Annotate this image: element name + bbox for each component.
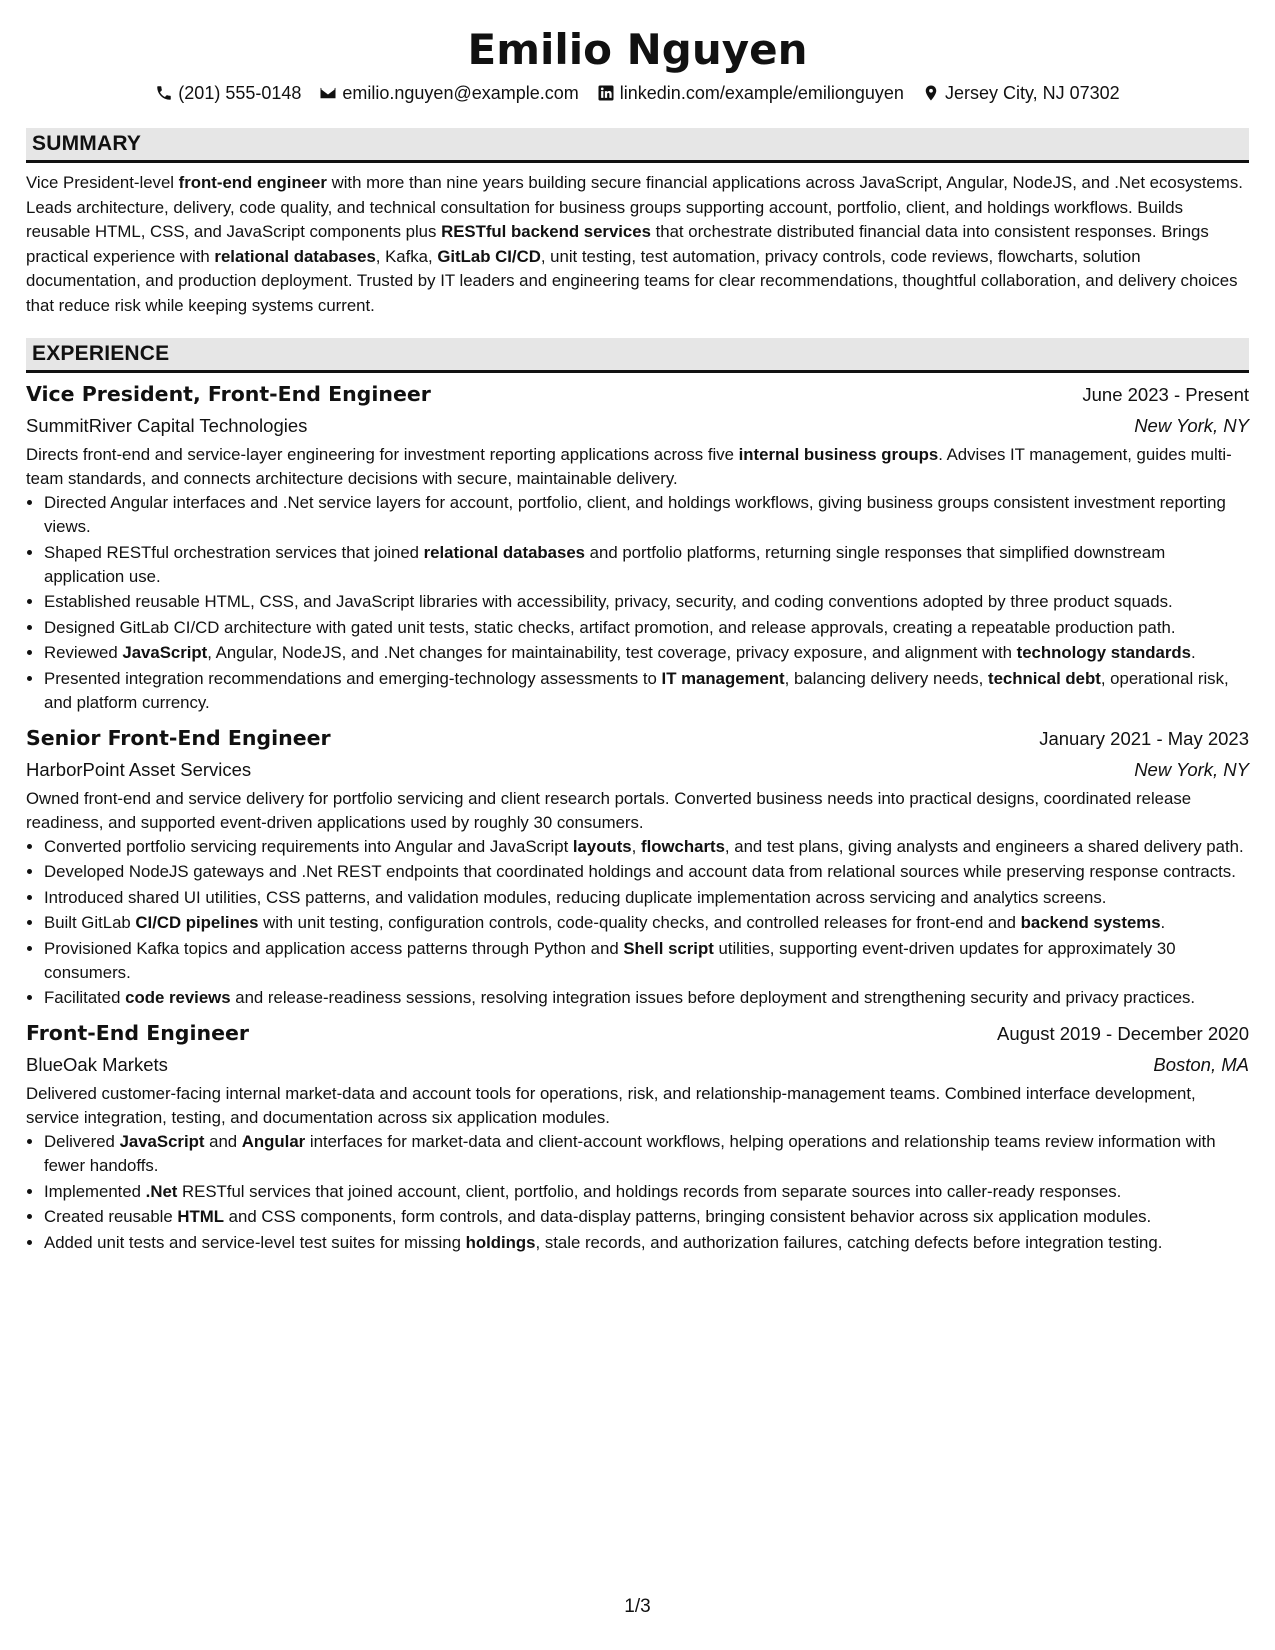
bold-keyword: technical debt	[988, 668, 1101, 688]
job-description: Directs front-end and service-layer engineering for investment reporting applications across five internal business groups. Advises IT management, guides multi-team standards, and connects architecture decisions with secure, maintainable delivery.	[26, 445, 1232, 488]
bold-keyword: .Net	[145, 1181, 178, 1201]
candidate-name: Emilio Nguyen	[467, 25, 808, 74]
bold-keyword: relational databases	[214, 246, 376, 266]
bold-keyword: RESTful backend services	[441, 222, 651, 241]
bullet-item: • Implemented .Net RESTful services that joined account, client, portfolio, and holdings records from separate sources into caller-ready responses.	[44, 1180, 1249, 1204]
envelope-icon	[319, 84, 337, 102]
experience-heading: EXPERIENCE	[26, 338, 1249, 373]
contact-phone	[155, 80, 301, 106]
bullet-item: • Created reusable HTML and CSS components, form controls, and data-display patterns, bringing consistent behavior across six application modules.	[44, 1205, 1249, 1229]
bold-keyword: relational databases	[423, 542, 586, 562]
job-title: Vice President, Front-End Engineer	[26, 382, 431, 406]
job-entry	[26, 379, 1249, 715]
bullet-item: • Provisioned Kafka topics and application access patterns through Python and Shell script utilities, supporting event-driven updates for approximately 30 consumers.	[44, 937, 1249, 985]
job-location: Boston, MA	[1153, 1054, 1249, 1075]
job-description: Delivered customer-facing internal market-data and account tools for operations, risk, and relationship-management teams. Combined interface development, service integration, testing, and documentation across six application modules.	[26, 1084, 1196, 1127]
job-location: New York, NY	[1134, 758, 1249, 780]
phone-icon	[155, 84, 173, 102]
company-name: SummitRiver Capital Technologies	[26, 415, 308, 436]
bold-keyword: backend systems	[1020, 913, 1161, 932]
bullet-item: • Reviewed JavaScript, Angular, NodeJS, and .Net changes for maintainability, test coverage, privacy exposure, and alignment with technology standards.	[44, 641, 1249, 665]
company-name: BlueOak Markets	[26, 1054, 168, 1075]
job-company-row	[26, 410, 1249, 441]
job-title: Front-End Engineer	[26, 1021, 250, 1045]
map-pin-icon	[922, 84, 940, 102]
bullet-item: • Delivered JavaScript and Angular interfaces for market-data and client-account workflows, helping operations and relationship teams review information with fewer handoffs.	[44, 1130, 1249, 1178]
contact-email[interactable]	[319, 80, 578, 106]
bullet-item: • Developed NodeJS gateways and .Net REST endpoints that coordinated holdings and account data from relational sources while preserving response contracts.	[44, 860, 1249, 884]
bold-keyword: flowcharts	[640, 836, 725, 856]
job-bullets	[26, 835, 1249, 1011]
bullet-item: • Established reusable HTML, CSS, and JavaScript libraries with accessibility, privacy, security, and coding conventions adopted by three product squads.	[44, 590, 1249, 614]
job-bullets	[26, 1130, 1249, 1255]
job-dates: August 2019 - December 2020	[997, 1023, 1249, 1044]
bullet-item: • Designed GitLab CI/CD architecture with gated unit tests, static checks, artifact promotion, and release approvals, creating a repeatable production path.	[44, 616, 1249, 640]
job-entry	[26, 723, 1249, 1011]
linkedin-icon	[597, 84, 615, 102]
bold-keyword: GitLab CI/CD	[437, 246, 541, 266]
summary-heading: SUMMARY	[26, 128, 1249, 163]
bold-keyword: layouts	[572, 836, 632, 856]
job-title-row	[26, 723, 1249, 754]
bold-keyword: technology standards	[1016, 643, 1191, 662]
page-number: 1/3	[624, 1596, 651, 1617]
contact-phone-text: (201) 555-0148	[178, 83, 302, 103]
bullet-item: • Converted portfolio servicing requirements into Angular and JavaScript layouts, flowcharts, and test plans, giving analysts and engineers a shared delivery path.	[44, 835, 1249, 859]
bold-keyword: JavaScript	[119, 1132, 205, 1151]
job-dates: January 2021 - May 2023	[1039, 727, 1249, 749]
job-title: Senior Front-End Engineer	[26, 725, 331, 750]
bold-keyword: HTML	[177, 1207, 225, 1226]
summary-text: Vice President-level front-end engineer with more than nine years building secure financial applications across JavaScript, Angular, NodeJS, and .Net ecosystems. Leads architecture, delivery, code quality, and technical consultation for business groups supporting account, portfolio, client, and holdings workflows. Builds reusable HTML, CSS, and JavaScript components plus RESTful backend services that orchestrate distributed financial data into consistent responses. Brings practical experience with relational databases, Kafka, GitLab CI/CD, unit testing, test automation, privacy controls, code reviews, flowcharts, solution documentation, and production deployment. Trusted by IT leaders and engineering teams for clear recommendations, thoughtful collaboration, and delivery choices that reduce risk while keeping systems current.	[26, 173, 1243, 315]
bold-keyword: code reviews	[125, 988, 231, 1007]
bold-keyword: CI/CD pipelines	[135, 913, 259, 932]
bold-keyword: IT management	[661, 668, 785, 688]
job-bullets	[26, 491, 1249, 715]
bold-keyword: JavaScript	[122, 643, 208, 662]
bold-keyword: holdings	[465, 1232, 536, 1252]
contact-bar	[26, 80, 1249, 106]
bullet-item: • Shaped RESTful orchestration services that joined relational databases and portfolio platforms, returning single responses that simplified downstream application use.	[44, 541, 1249, 589]
job-location: New York, NY	[1134, 415, 1249, 436]
contact-email-text[interactable]: emilio.nguyen@example.com	[342, 83, 579, 103]
job-description: Owned front-end and service delivery for portfolio servicing and client research portals. Converted business needs into practical designs, coordinated release readiness, and supported event-driven applications used by roughly 30 consumers.	[26, 788, 1192, 832]
job-dates: June 2023 - Present	[1082, 384, 1249, 405]
job-title-row	[26, 1018, 1249, 1049]
bold-keyword: Angular	[241, 1132, 306, 1151]
bullet-item: • Facilitated code reviews and release-readiness sessions, resolving integration issues before deployment and strengthening security and privacy practices.	[44, 986, 1249, 1010]
bullet-item: • Introduced shared UI utilities, CSS patterns, and validation modules, reducing duplicate implementation across servicing and analytics screens.	[44, 886, 1249, 910]
bullet-item: • Added unit tests and service-level test suites for missing holdings, stale records, and authorization failures, catching defects before integration testing.	[44, 1231, 1249, 1255]
job-company-row	[26, 1049, 1249, 1080]
contact-linkedin[interactable]	[597, 80, 904, 106]
company-name: HarborPoint Asset Services	[26, 758, 252, 780]
contact-location	[922, 80, 1120, 106]
bullet-item: • Directed Angular interfaces and .Net service layers for account, portfolio, client, and holdings workflows, giving business groups consistent investment reporting views.	[44, 491, 1249, 539]
contact-location-text: Jersey City, NJ 07302	[944, 83, 1120, 103]
job-title-row	[26, 379, 1249, 410]
contact-linkedin-text[interactable]: linkedin.com/example/emilionguyen	[619, 83, 904, 103]
job-entry	[26, 1018, 1249, 1255]
bold-keyword: front-end engineer	[178, 173, 327, 192]
bullet-item: • Presented integration recommendations and emerging-technology assessments to IT management, balancing delivery needs, technical debt, operational risk, and platform currency.	[44, 667, 1249, 715]
bold-keyword: Shell script	[623, 938, 714, 958]
bullet-item: • Built GitLab CI/CD pipelines with unit testing, configuration controls, code-quality checks, and controlled releases for front-end and backend systems.	[44, 911, 1249, 935]
experience-list	[26, 379, 1249, 1255]
bold-keyword: internal business groups	[738, 445, 939, 464]
job-company-row	[26, 754, 1249, 785]
